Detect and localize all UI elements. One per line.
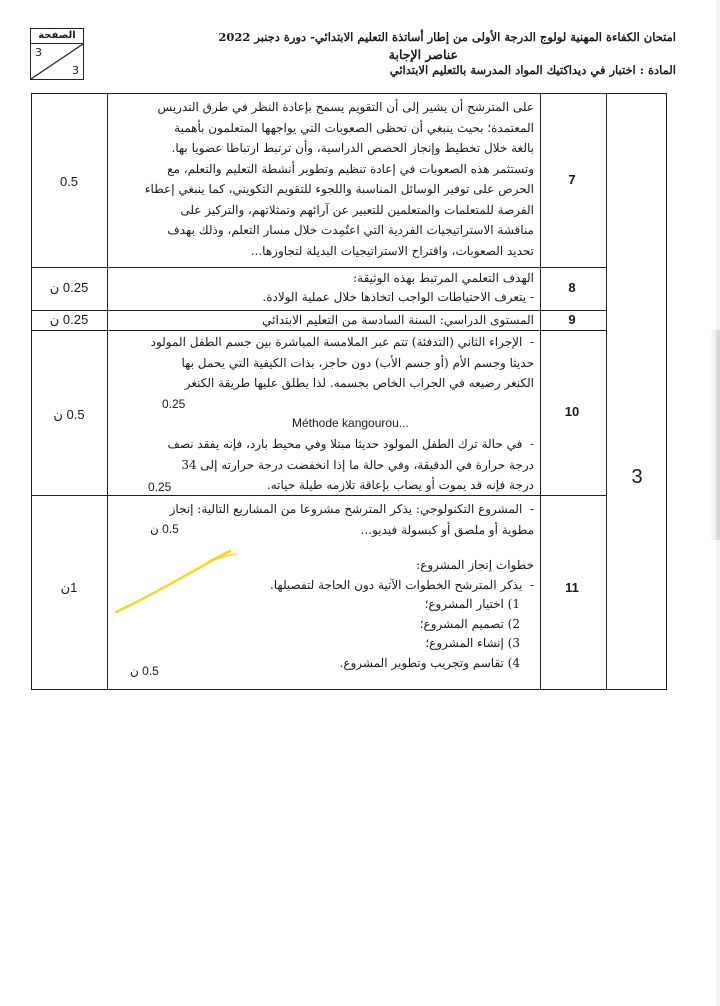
page-edge-shadow [710,330,720,540]
subject-line: المادة : اختبار في ديداكتيك المواد المدرسة بالتعليم الابتدائي [389,63,676,77]
answer-elements-title: عناصر الإجابة [388,47,458,62]
score-9: 0.25 ن [49,312,89,327]
question-number-7: 7 [568,172,576,187]
answer-7-line: المعتمدة؛ بحيث ينبغي أن تحظى الصعوبات التي يواجهها المتعلمون بأهمية [174,120,534,135]
answer-8-line: الهدف التعلمي المرتبط بهذه الوثيقة: [353,271,534,285]
answer-7-line: الفرصة للمتعلمات والمتعلمين للتعبير عن آرائهم وتمثلاتهم، والتركيز على [180,202,534,217]
col-divider-score [107,94,108,689]
score-10: 0.5 ن [53,407,85,422]
question-number-8: 8 [568,280,576,295]
answer-9-line: المستوى الدراسي: السنة السادسة من التعليم الابتدائي [262,313,534,327]
exam-title: امتحان الكفاءة المهنية لولوج الدرجة الأولى من إطار أساتذة التعليم الابتدائي- دورة دجنبر 2022 [218,30,676,44]
steps-title: خطوات إنجاز المشروع: [416,558,534,572]
answer-7 [114,97,534,261]
answer-10-line: درجة فإنه قد يموت أو يصاب بإعاقة تلازمه طيلة حياته. [266,478,534,492]
answer-11-line: - المشروع التكنولوجي: يذكر المترشح مشروعا من المشاريع التالية: إنجاز [169,502,534,516]
page-current: 3 [35,46,42,59]
page-label: الصفحة [31,29,83,44]
highlighter-mark [112,548,242,618]
answer-10-item-2 [114,434,534,496]
score-10-item-1: 0.25 [162,397,186,411]
question-number-11: 11 [565,580,579,595]
score-11-steps: 0.5 ن [130,664,159,678]
step-item: 4) تقاسم وتجريب وتطوير المشروع. [339,655,520,670]
answer-8-line: - يتعرف الاحتياطات الواجب اتخاذها خلال عملية الولادة. [262,290,534,304]
score-11: 1ن [60,580,78,595]
answer-10-line: الكنغر رضيعه في الجراب الخاص بجسمه. لذا يطلق عليها طريقة الكنغر [184,376,534,390]
step-item: 1) اختيار المشروع؛ [424,597,520,611]
answer-8 [114,269,534,307]
answer-7-line: تحديد الصعوبات، واقتراح الاستراتيجيات البديلة لتجاوزها... [250,243,534,258]
page-total: 3 [72,64,79,77]
step-item: 3) إنشاء المشروع؛ [425,636,520,650]
answer-10-line: درجة حرارة في الدقيقة، وفي حالة ما إذا انخفضت درجة حرارته إلى 34 [181,457,534,472]
answer-7-line: بالغة خلال تخطيط وإنجاز الحصص الدراسية، وأن ترتبط ارتباطا عضويا بها. [171,141,534,155]
section-number: 3 [631,466,643,488]
score-7: 0.5 [59,174,79,189]
answer-7-line: الحرص على توفير الوسائل المناسبة واللجوء للتقويم التكويني، كما ينبغي إعطاء [144,182,534,196]
score-11-project: 0.5 ن [150,522,179,536]
answer-7-line: مناقشة الاستراتيجيات الفردية التي اعتُمِدت خلال مسار التعلم، وذلك بهدف [167,223,534,237]
row-divider-7 [32,267,606,268]
row-divider-9 [32,330,606,331]
answer-9 [114,310,534,330]
answer-7-line: على المترشح أن يشير إلى أن التقويم يسمح بإعادة النظر في طرق التدريس [157,100,534,114]
answer-7-line: وتستثمر هذه الصعوبات في إعادة تنظيم وتطوير أنشطة التعليم والتعلم، مع [167,161,534,176]
answer-10-line: - في حالة ترك الطفل المولود حديثا مبتلا وفي محيط بارد، فإنه يفقد نصف [167,437,534,451]
answer-11-line: مطوية أو ملصق أو كبسولة فيديو... [360,522,534,537]
score-10-item-2: 0.25 [148,480,172,494]
question-number-10: 10 [564,404,580,419]
answer-10-line: حديثا وجسم الأم (أو جسم الأب) دون حاجز، بذات الكيفية التي يحمل بها [181,355,534,370]
question-number-9: 9 [568,312,576,327]
score-8: 0.25 ن [49,280,89,295]
steps-intro: - يذكر المترشح الخطوات الآتية دون الحاجة لتفصيلها. [269,577,534,592]
answer-10-line: - الإجراء الثاني (التدفئة) تتم عبر الملامسة المباشرة بين جسم الطفل المولود [150,335,534,349]
step-item: 2) تصميم المشروع؛ [419,616,520,631]
col-divider-number [606,94,607,689]
col-divider-text [540,94,541,689]
page-number-box [30,28,84,80]
kangaroo-method: Méthode kangourou... [292,416,409,430]
answer-10-item-1 [114,332,534,394]
